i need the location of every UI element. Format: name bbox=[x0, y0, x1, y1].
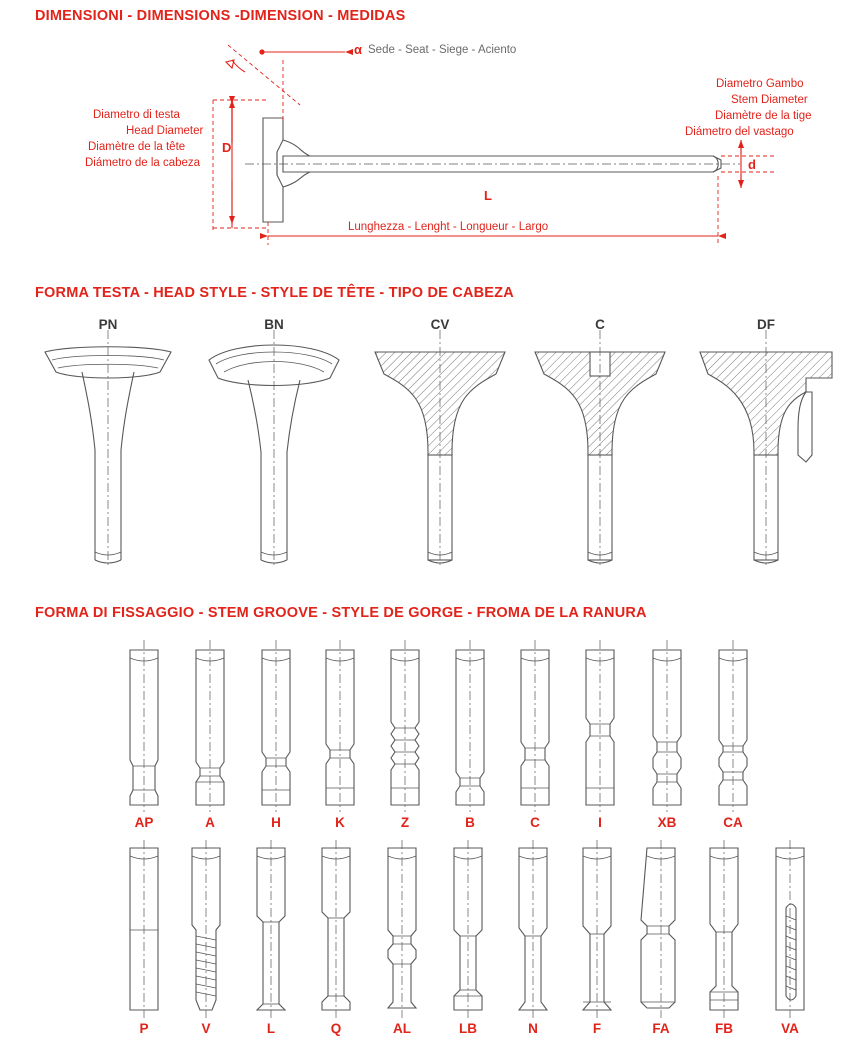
stem-diameter-line-2: Stem Diameter bbox=[731, 94, 808, 106]
stem-groove-v bbox=[192, 840, 220, 1018]
stem-groove-label-q: Q bbox=[330, 1021, 342, 1036]
head-style-pn bbox=[45, 330, 171, 568]
head-style-bn bbox=[209, 330, 339, 568]
stem-groove-label-i: I bbox=[598, 815, 602, 830]
dimension-d-label: d bbox=[748, 157, 756, 172]
stem-groove-va bbox=[776, 840, 804, 1018]
stem-groove-label-ap: AP bbox=[134, 815, 154, 830]
head-style-c bbox=[535, 330, 665, 568]
stem-groove-label-v: V bbox=[201, 1021, 211, 1036]
stem-groove-i bbox=[586, 640, 614, 812]
stem-groove-label-lb: LB bbox=[459, 1021, 477, 1036]
head-style-drawings bbox=[45, 330, 832, 568]
stem-groove-ca bbox=[719, 640, 747, 812]
stem-groove-fa bbox=[641, 840, 675, 1018]
angle-symbol-label: α bbox=[354, 42, 362, 57]
head-style-label-bn: BN bbox=[264, 317, 284, 332]
stem-groove-n bbox=[519, 840, 547, 1018]
stem-diameter-line-3: Diamètre de la tige bbox=[715, 110, 812, 122]
stem-groove-c bbox=[521, 640, 549, 812]
stem-groove-a bbox=[196, 640, 224, 812]
seat-label: Sede - Seat - Siege - Aciento bbox=[368, 44, 517, 56]
section-title-dimensions: DIMENSIONI - DIMENSIONS -DIMENSION - MEDIDAS bbox=[35, 8, 406, 24]
head-style-label-c: C bbox=[595, 317, 605, 332]
stem-groove-label-fa: FA bbox=[652, 1021, 670, 1036]
stem-groove-label-a: A bbox=[205, 815, 215, 830]
section-title-head-style: FORMA TESTA - HEAD STYLE - STYLE DE TÊTE - TIPO DE CABEZA bbox=[35, 285, 514, 301]
head-style-df bbox=[700, 330, 832, 568]
stem-groove-l bbox=[257, 840, 285, 1018]
stem-groove-q bbox=[322, 840, 350, 1018]
stem-groove-label-fb: FB bbox=[715, 1021, 733, 1036]
stem-groove-label-n: N bbox=[528, 1021, 538, 1036]
stem-groove-label-ca: CA bbox=[723, 815, 743, 830]
length-label: Lunghezza - Lenght - Longueur - Largo bbox=[348, 221, 549, 233]
dimension-L-label: L bbox=[484, 188, 492, 203]
head-style-cv bbox=[375, 330, 505, 568]
stem-groove-label-z: Z bbox=[400, 815, 410, 830]
stem-groove-z bbox=[391, 640, 419, 812]
stem-groove-label-f: F bbox=[592, 1021, 602, 1036]
stem-groove-lb bbox=[454, 840, 482, 1018]
stem-groove-b bbox=[456, 640, 484, 812]
stem-groove-label-h: H bbox=[271, 815, 281, 830]
head-style-label-cv: CV bbox=[430, 317, 450, 332]
stem-diameter-line-4: Diámetro del vastago bbox=[685, 126, 794, 138]
head-diameter-line-4: Diámetro de la cabeza bbox=[85, 157, 201, 169]
stem-groove-fb bbox=[710, 840, 738, 1018]
head-diameter-line-2: Head Diameter bbox=[126, 125, 204, 137]
stem-groove-ap bbox=[130, 640, 158, 812]
valve-dimension-drawing bbox=[213, 45, 775, 245]
stem-groove-label-b: B bbox=[465, 815, 475, 830]
stem-groove-label-l: L bbox=[266, 1021, 276, 1036]
stem-groove-f bbox=[583, 840, 611, 1018]
stem-groove-label-xb: XB bbox=[657, 815, 677, 830]
stem-diameter-line-1: Diametro Gambo bbox=[716, 78, 804, 90]
head-diameter-line-1: Diametro di testa bbox=[93, 109, 180, 121]
head-diameter-line-3: Diamètre de la tête bbox=[88, 141, 186, 153]
dimension-D-label: D bbox=[222, 140, 232, 155]
stem-groove-label-k: K bbox=[335, 815, 345, 830]
section-title-stem-groove: FORMA DI FISSAGGIO - STEM GROOVE - STYLE DE GORGE - FROMA DE LA RANURA bbox=[35, 605, 647, 621]
stem-groove-label-al: AL bbox=[393, 1021, 411, 1036]
stem-groove-label-c: C bbox=[530, 815, 540, 830]
stem-groove-k bbox=[326, 640, 354, 812]
head-style-label-pn: PN bbox=[98, 317, 118, 332]
stem-groove-label-va: VA bbox=[781, 1021, 799, 1036]
stem-groove-al bbox=[388, 840, 416, 1018]
stem-groove-p bbox=[130, 840, 158, 1018]
stem-groove-h bbox=[262, 640, 290, 812]
stem-groove-xb bbox=[653, 640, 681, 812]
stem-groove-label-p: P bbox=[139, 1021, 149, 1036]
head-style-label-df: DF bbox=[757, 317, 775, 332]
